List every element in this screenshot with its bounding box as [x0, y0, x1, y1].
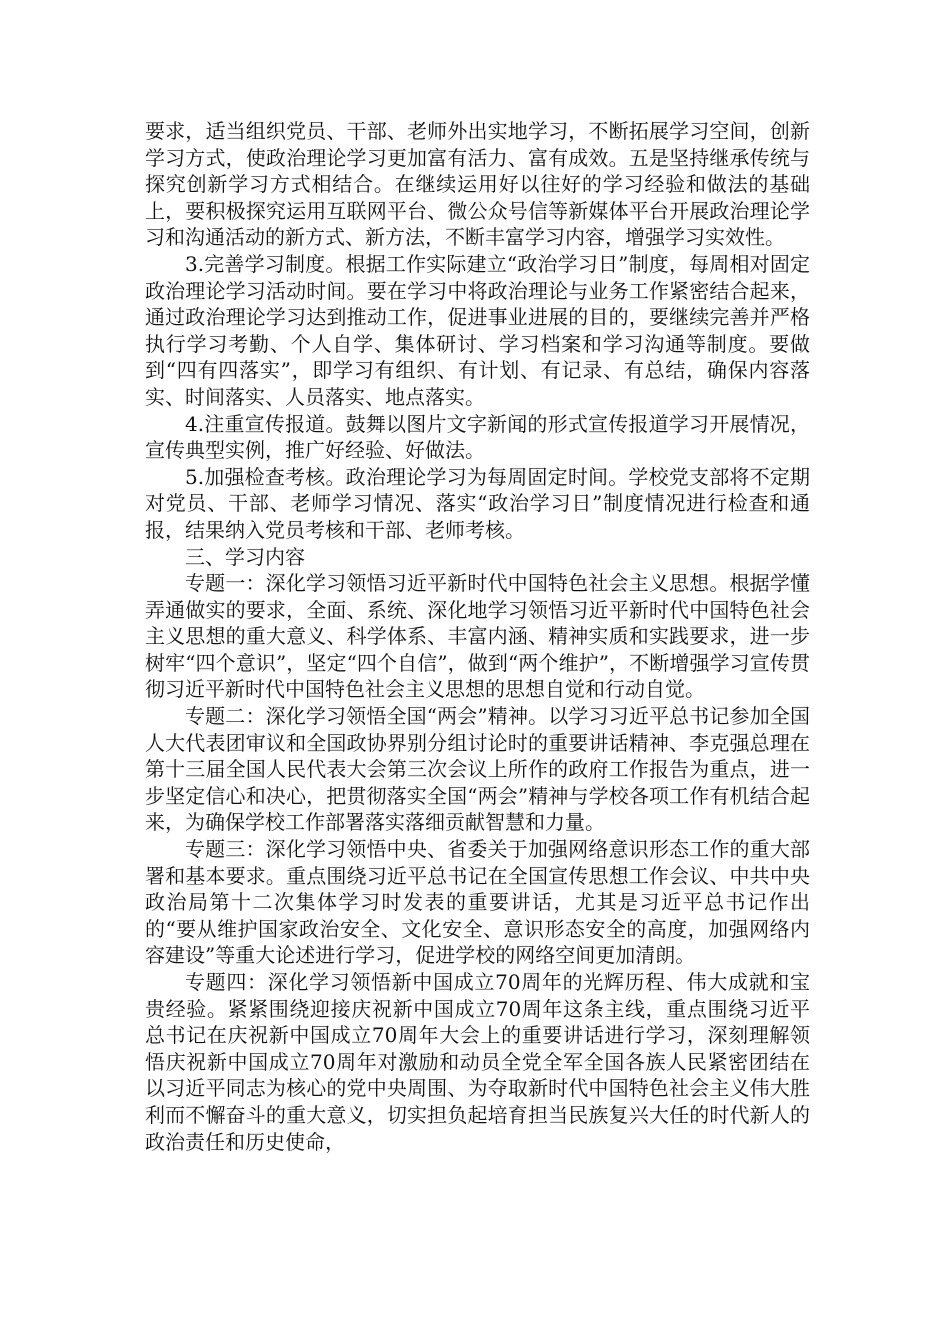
paragraph-item-5-inspection: 5.加强检查考核。政治理论学习为每周固定时间。学校党支部将不定期对党员、干部、老师学习情况、落实“政治学习日”制度情况进行检查和通报，结果纳入党员考核和干部、老师考核。 [145, 464, 810, 542]
section-heading-study-content: 三、学习内容 [185, 544, 305, 569]
paragraph-item-3-improve-study-system: 3.完善学习制度。根据工作实际建立“政治学习日”制度，每周相对固定政治理论学习活动时间。要在学习中将政治理论与业务工作紧密结合起来，通过政治理论学习达到推动工作，促进事业进展的目的，要继续完善并严格执行学习考勤、个人自学、集体研讨、学习档案和学习沟通等制度。要做到“四有四落实”，即学习有组织、有计划、有记录、有总结，确保内容落实、时间落实、人员落实、地点落实。 [145, 251, 810, 409]
paragraph-topic-3: 专题三：深化学习领悟中央、省委关于加强网络意识形态工作的重大部署和基本要求。重点围绕习近平总书记在全国宣传思想工作会议、中共中央政治局第十二次集体学习时发表的重要讲话，尤其是习近平总书记作出的“要从维护国家政治安全、文化安全、意识形态安全的高度，加强网络内容建设”等重大论述进行学习，促进学校的网络空间更加清朗。 [145, 837, 810, 968]
paragraph-continued: 要求，适当组织党员、干部、老师外出实地学习，不断拓展学习空间，创新学习方式，使政治理论学习更加富有活力、富有成效。五是坚持继承传统与探究创新学习方式相结合。在继续运用好以往好的学习经验和做法的基础上，要积极探究运用互联网平台、微公众号信等新媒体平台开展政治理论学习和沟通活动的新方式、新方法，不断丰富学习内容，增强学习实效性。 [145, 119, 810, 250]
paragraph-item-4-publicity: 4.注重宣传报道。鼓舞以图片文字新闻的形式宣传报道学习开展情况，宣传典型实例，推广好经验、好做法。 [145, 411, 810, 463]
paragraph-topic-4: 专题四：深化学习领悟新中国成立70周年的光辉历程、伟大成就和宝贵经验。紧紧围绕迎接庆祝新中国成立70周年这条主线，重点围绕习近平总书记在庆祝新中国成立70周年大会上的重要讲话进行学习，深刻理解领悟庆祝新中国成立70周年对激励和动员全党全军全国各族人民紧密团结在以习近平同志为核心的党中央周围、为夺取新时代中国特色社会主义伟大胜利而不懈奋斗的重大意义，切实担负起培育担当民族复兴大任的时代新人的政治责任和历史使命， [145, 970, 810, 1154]
paragraph-topic-1: 专题一：深化学习领悟习近平新时代中国特色社会主义思想。根据学懂弄通做实的要求，全面、系统、深化地学习领悟习近平新时代中国特色社会主义思想的重大意义、科学体系、丰富内涵、精神实质和实践要求，进一步树牢“四个意识”，坚定“四个自信”，做到“两个维护”，不断增强学习宣传贯彻习近平新时代中国特色社会主义思想的思想自觉和行动自觉。 [145, 571, 810, 702]
paragraph-topic-2: 专题二：深化学习领悟全国“两会”精神。以学习习近平总书记参加全国人大代表团审议和全国政协界别分组讨论时的重要讲话精神、李克强总理在第十三届全国人民代表大会第三次会议上所作的政府工作报告为重点，进一步坚定信心和决心，把贯彻落实全国“两会”精神与学校各项工作有机结合起来，为确保学校工作部署落实落细贡献智慧和力量。 [145, 704, 810, 835]
document-page [145, 118, 810, 1155]
